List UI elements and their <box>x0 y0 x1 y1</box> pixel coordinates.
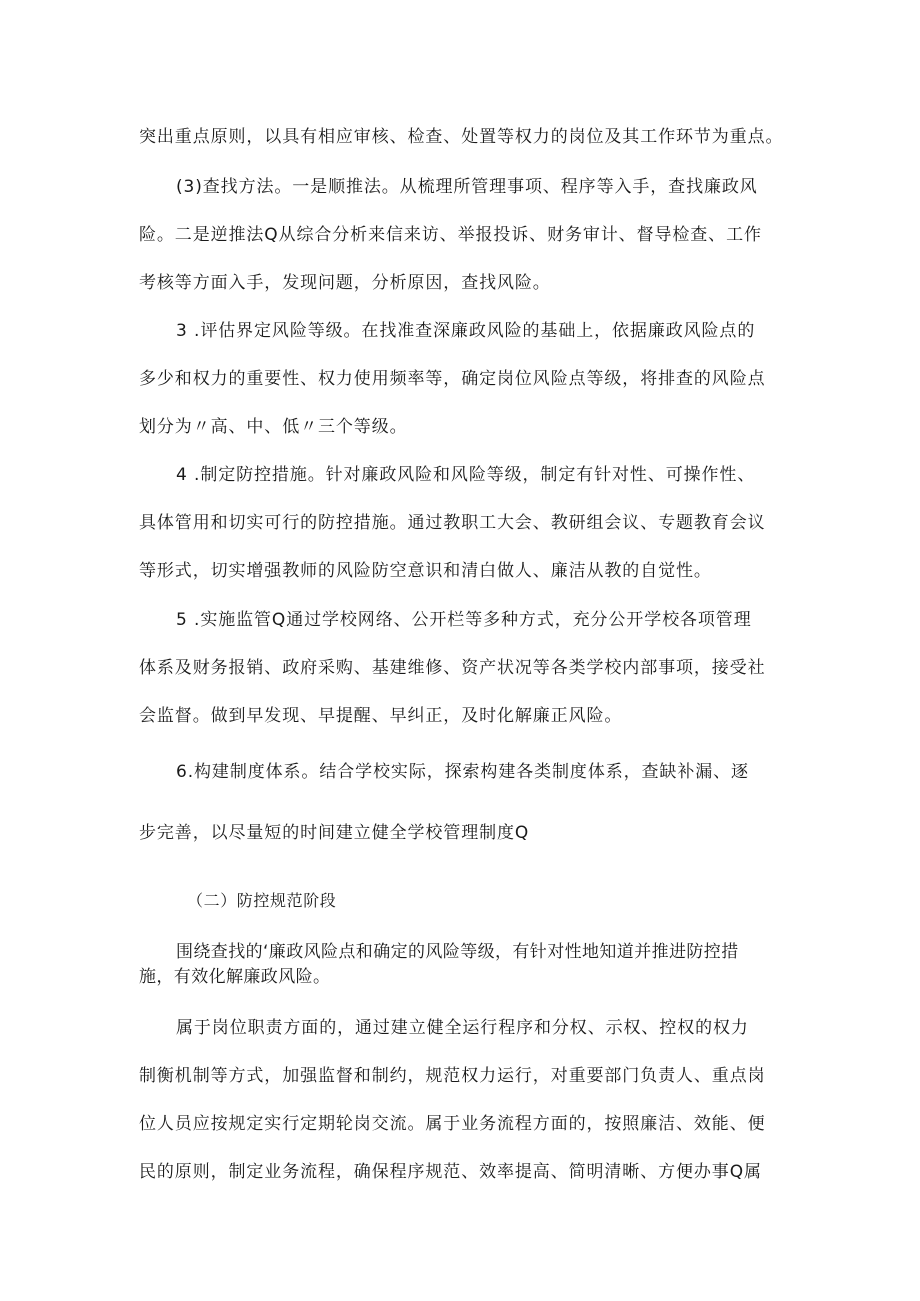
method-line-3: 考核等方面入手，发现问题，分析原因，查找风险。 <box>139 273 551 293</box>
duties-line-1: 属于岗位职责方面的，通过建立健全运行程序和分权、示权、控权的权力 <box>176 1018 749 1038</box>
measures-line-1: 4 .制定防控措施。针对廉政风险和风险等级，制定有针对性、可操作性、 <box>176 465 756 485</box>
level-line-2: 多少和权力的重要性、权力使用频率等，确定岗位风险点等级，将排查的风险点 <box>139 369 766 389</box>
level-line-1: 3 .评估界定风险等级。在找准查深廉政风险的基础上，依据廉政风险点的 <box>176 321 756 341</box>
method-line-2: 险。二是逆推法Q从综合分析来信来访、举报投诉、财务审计、督导检查、工作 <box>139 225 762 245</box>
supervision-line-1: 5 .实施监管Q通过学校网络、公开栏等多种方式，充分公开学校各项管理 <box>176 610 752 630</box>
duties-line-3: 位人员应按规定实行定期轮岗交流。属于业务流程方面的，按照廉洁、效能、便 <box>139 1114 766 1134</box>
method-line-1: (3)查找方法。一是顺推法。从梳理所管理事项、程序等入手，查找廉政风 <box>176 177 758 197</box>
intro-line-2: 施，有效化解廉政风险。 <box>139 967 331 987</box>
intro-line-1: 围绕查找的‘廉政风险点和确定的风险等级，有针对性地知道并推进防控措 <box>176 942 739 962</box>
duties-line-4: 民的原则，制定业务流程，确保程序规范、效率提高、简明清晰、方便办事Q属 <box>139 1162 762 1182</box>
system-line-1: 6.构建制度体系。结合学校实际，探索构建各类制度体系，查缺补漏、逐 <box>176 762 749 782</box>
section-heading: （二）防控规范阶段 <box>187 891 337 910</box>
system-line-2: 步完善，以尽量短的时间建立健全学校管理制度Q <box>139 823 530 843</box>
level-line-3: 划分为〃高、中、低〃三个等级。 <box>139 417 408 437</box>
supervision-line-3: 会监督。做到早发现、早提醒、早纠正，及时化解廉正风险。 <box>139 706 623 726</box>
duties-line-2: 制衡机制等方式，加强监督和制约，规范权力运行，对重要部门负责人、重点岗 <box>139 1066 766 1086</box>
measures-line-3: 等形式，切实增强教师的风险防空意识和清白做人、廉洁从教的自觉性。 <box>139 561 712 581</box>
principle-line-1: 突出重点原则，以具有相应审核、检查、处置等权力的岗位及其工作环节为重点。 <box>139 127 784 147</box>
supervision-line-2: 体系及财务报销、政府采购、基建维修、资产状况等各类学校内部事项，接受社 <box>139 658 766 678</box>
measures-line-2: 具体管用和切实可行的防控措施。通过教职工大会、教研组会议、专题教育会议 <box>139 513 766 533</box>
